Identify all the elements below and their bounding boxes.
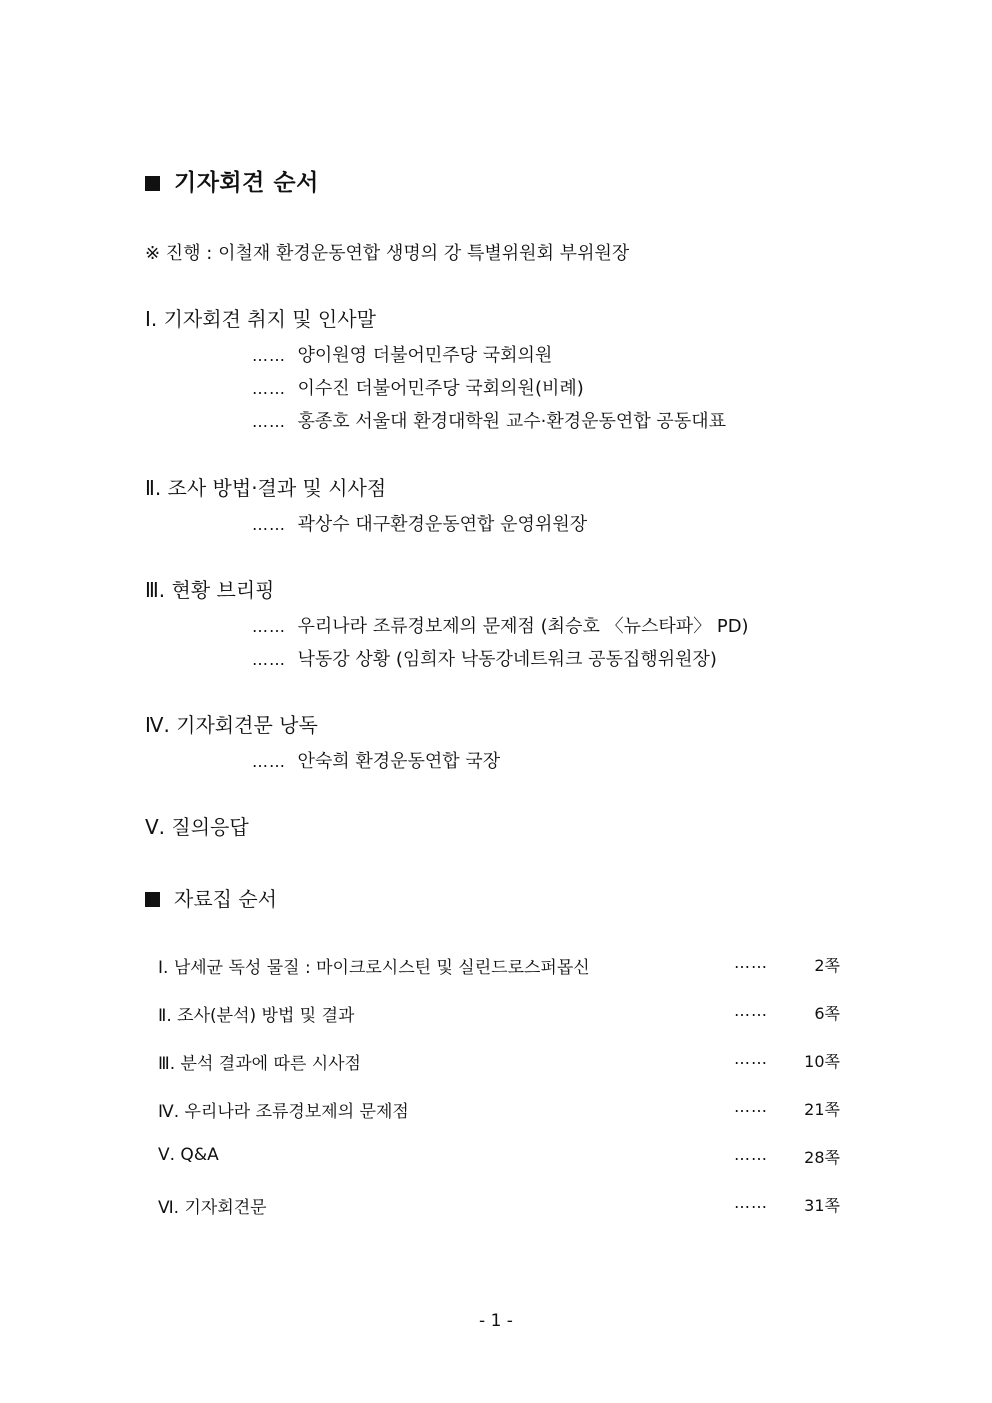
section-title: Ⅰ. 기자회견 취지 및 인사말 xyxy=(145,307,376,331)
toc-leader: …… xyxy=(734,953,768,972)
section-title: Ⅱ. 조사 방법·결과 및 시사점 xyxy=(145,476,387,500)
toc-page-number: 31쪽 xyxy=(804,1196,840,1215)
speaker-line: …… 우리나라 조류경보제의 문제점 (최승호 〈뉴스타파〉 PD) xyxy=(252,616,749,637)
speaker-line: …… 양이원영 더불어민주당 국회의원 xyxy=(252,345,553,366)
section-title: Ⅴ. 질의응답 xyxy=(145,815,249,839)
speaker-line: …… 안숙희 환경운동연합 국장 xyxy=(252,751,501,772)
toc-label: Ⅵ. 기자회견문 xyxy=(158,1198,267,1218)
toc-label: Ⅴ. Q&A xyxy=(158,1145,219,1165)
section-title: Ⅳ. 기자회견문 낭독 xyxy=(145,713,318,737)
toc-page-number: 28쪽 xyxy=(804,1148,840,1167)
speaker-line: …… 홍종호 서울대 환경대학원 교수·환경운동연합 공동대표 xyxy=(252,411,726,432)
toc-leader: …… xyxy=(734,1049,768,1068)
materials-heading: 자료집 순서 xyxy=(145,883,277,912)
toc-leader: …… xyxy=(734,1145,768,1164)
speaker-line: …… 이수진 더불어민주당 국회의원(비례) xyxy=(252,378,584,399)
speaker-line: …… 낙동강 상황 (임희자 낙동강네트워크 공동집행위원장) xyxy=(252,649,717,670)
toc-label: Ⅰ. 남세균 독성 물질 : 마이크로시스틴 및 실린드로스퍼몹신 xyxy=(158,958,590,978)
toc-row xyxy=(158,1097,840,1121)
toc-label: Ⅳ. 우리나라 조류경보제의 문제점 xyxy=(158,1102,409,1122)
toc-row xyxy=(158,1049,840,1073)
section-title: Ⅲ. 현황 브리핑 xyxy=(145,578,275,602)
toc-label: Ⅲ. 분석 결과에 따른 시사점 xyxy=(158,1054,361,1074)
toc-leader: …… xyxy=(734,1193,768,1212)
toc-leader: …… xyxy=(734,1001,768,1020)
toc-page-number: 2쪽 xyxy=(814,956,840,975)
square-bullet-icon xyxy=(145,176,160,191)
page-number: - 1 - xyxy=(479,1311,513,1331)
toc-page-number: 10쪽 xyxy=(804,1052,840,1071)
moderator-line: ※ 진행 : 이철재 환경운동연합 생명의 강 특별위원회 부위원장 xyxy=(145,243,630,264)
speaker-line: …… 곽상수 대구환경운동연합 운영위원장 xyxy=(252,514,588,535)
toc-row xyxy=(158,1001,840,1025)
toc-page-number: 6쪽 xyxy=(814,1004,840,1023)
square-bullet-icon xyxy=(145,892,160,907)
toc-page-number: 21쪽 xyxy=(804,1100,840,1119)
toc-leader: …… xyxy=(734,1097,768,1116)
toc-label: Ⅱ. 조사(분석) 방법 및 결과 xyxy=(158,1006,355,1026)
toc-row xyxy=(158,1193,840,1217)
press-order-heading: 기자회견 순서 xyxy=(145,164,319,197)
toc-row xyxy=(158,953,840,977)
toc-row xyxy=(158,1145,840,1169)
